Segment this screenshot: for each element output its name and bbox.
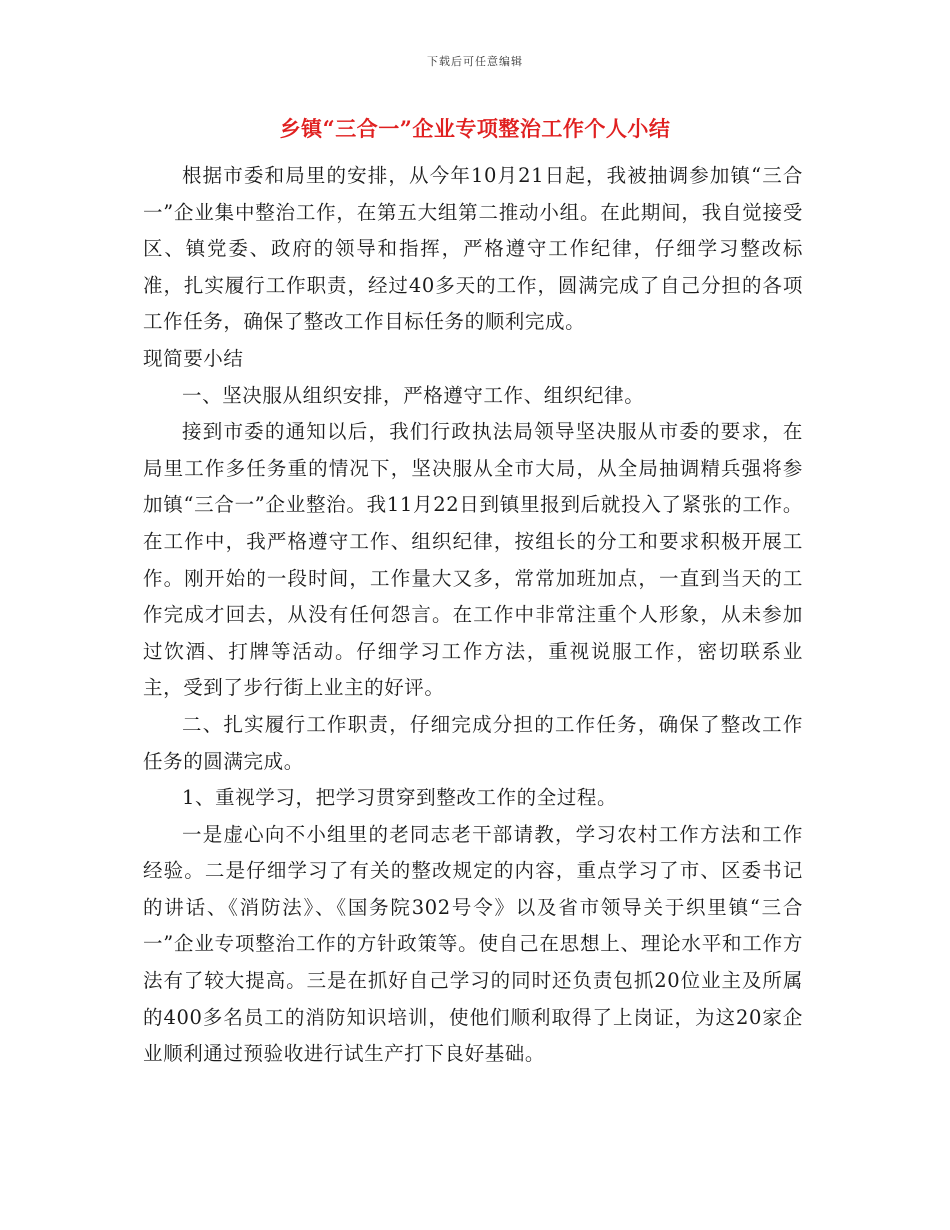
body-paragraph: 一、坚决服从组织安排，严格遵守工作、组织纪律。 [182, 383, 645, 407]
body-paragraph: 一是虚心向不小组里的老同志老干部请教，学习农村工作方法和工作经验。二是仔细学习了有关的整改规定的内容，重点学习了市、区委书记的讲话、《消防法》、《国务院302号令》以及省市领导关于织里镇“三合一”企业专项整治工作的方针政策等。使自己在思想上、理论水平和工作方法有了较大提高。三是在抓好自己学习的同时还负责包抓20位业主及所属的400多名员工的消防知识培训，使他们顺利取得了上岗证，为这20家企业顺利通过预验收进行试生产打下良好基础。 [143, 822, 803, 1066]
body-paragraph: 1、重视学习，把学习贯穿到整改工作的全过程。 [182, 786, 618, 810]
document-title: 乡镇“三合一”企业专项整治工作个人小结 [279, 116, 671, 141]
document-body [143, 158, 803, 1073]
body-paragraph: 现简要小结 [143, 346, 244, 370]
body-paragraph: 根据市委和局里的安排，从今年10月21日起，我被抽调参加镇“三合一”企业集中整治工作，在第五大组第二推动小组。在此期间，我自觉接受区、镇党委、政府的领导和指挥，严格遵守工作纪律，仔细学习整改标准，扎实履行工作职责，经过40多天的工作，圆满完成了自己分担的各项工作任务，确保了整改工作目标任务的顺利完成。 [143, 164, 803, 334]
page-header-note: 下载后可任意编辑 [427, 55, 523, 68]
body-paragraph: 二、扎实履行工作职责，仔细完成分担的工作任务，确保了整改工作任务的圆满完成。 [143, 712, 803, 773]
body-paragraph: 接到市委的通知以后，我们行政执法局领导坚决服从市委的要求，在局里工作多任务重的情况下，坚决服从全市大局，从全局抽调精兵强将参加镇“三合一”企业整治。我11月22日到镇里报到后就投入了紧张的工作。在工作中，我严格遵守工作、组织纪律，按组长的分工和要求积极开展工作。刚开始的一段时间，工作量大又多，常常加班加点，一直到当天的工作完成才回去，从没有任何怨言。在工作中非常注重个人形象，从未参加过饮酒、打牌等活动。仔细学习工作方法，重视说服工作，密切联系业主，受到了步行街上业主的好评。 [143, 420, 803, 700]
